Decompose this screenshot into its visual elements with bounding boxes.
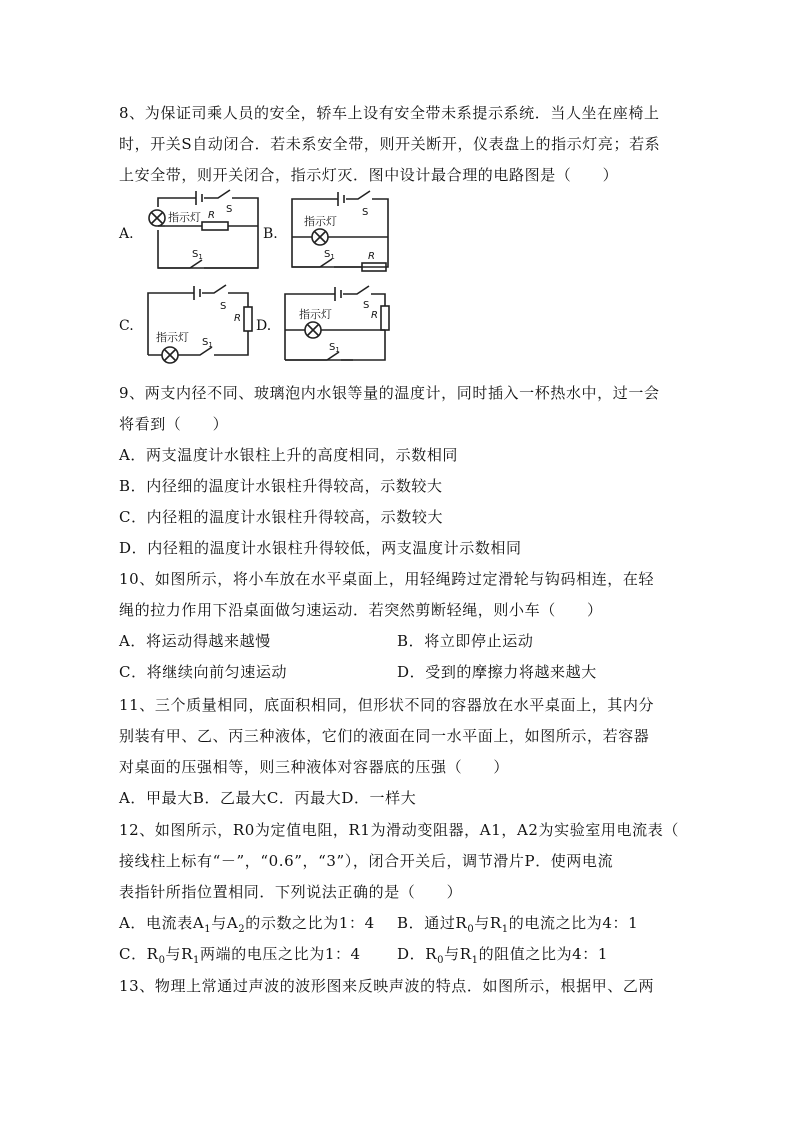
circuit-diagram-a: [140, 190, 265, 275]
circuit-diagram-c: [142, 283, 257, 373]
q8-option-c-label: C.: [119, 318, 134, 334]
q11-line-1: 11、三个质量相同，底面积相同，但形状不同的容器放在水平桌面上，其内分: [119, 696, 655, 714]
q10-option-c: C．将继续向前匀速运动: [119, 663, 288, 681]
resistor-r-label: R: [368, 251, 375, 262]
q8-line-2: 时，开关S自动闭合．若未系安全带，则开关断开，仪表盘上的指示灯亮；若系: [119, 135, 661, 153]
resistor-r-label: R: [234, 313, 241, 324]
q12-option-d: D．$R_0$与$R_1$的阻值之比为4：1: [397, 945, 609, 966]
svg-text:S1: [192, 249, 203, 261]
q8-line-3: 上安全带，则开关闭合，指示灯灭．图中设计最合理的电路图是（ ）: [119, 166, 619, 184]
q12-option-c: C．$R_0$与$R_1$两端的电压之比为1：4: [119, 945, 361, 966]
switch-s1-sub: 1: [208, 341, 213, 349]
q9-option-a: A．两支温度计水银柱上升的高度相同，示数相同: [119, 446, 459, 464]
svg-text:S1: [324, 249, 335, 261]
q9-option-b: B．内径细的温度计水银柱升得较高，示数较大: [119, 477, 443, 495]
switch-s-label: S: [220, 301, 227, 312]
switch-s1-sub: 1: [198, 253, 203, 261]
switch-s1-sub: 1: [335, 346, 340, 354]
q10-line-1: 10、如图所示，将小车放在水平桌面上，用轻绳跨过定滑轮与钩码相连，在轻: [119, 570, 655, 588]
q9-option-c: C．内径粗的温度计水银柱升得较高，示数较大: [119, 508, 444, 526]
switch-s1-label: S: [202, 337, 209, 348]
q13-line-1: 13、物理上常通过声波的波形图来反映声波的特点．如图所示，根据甲、乙两: [119, 977, 655, 995]
switch-s1-sub: 1: [330, 253, 335, 261]
q12-line-3: 表指针所指位置相同．下列说法正确的是（ ）: [119, 883, 463, 901]
resistor-r-label: R: [371, 310, 378, 321]
circuit-diagram-b: [290, 193, 390, 273]
q11-line-3: 对桌面的压强相等，则三种液体对容器底的压强（ ）: [119, 758, 510, 776]
q12-line-2: 接线柱上标有“－”，“0.6”，“3”），闭合开关后，调节滑片P．使两电流: [119, 852, 614, 870]
q9-option-d: D．内径粗的温度计水银柱升得较低，两支温度计示数相同: [119, 539, 522, 557]
lamp-label: 指示灯: [168, 211, 201, 224]
q10-option-a: A．将运动得越来越慢: [119, 632, 271, 650]
q10-option-d: D．受到的摩擦力将越来越大: [397, 663, 597, 681]
q8-option-a-label: A.: [119, 226, 134, 242]
svg-text:S1: [202, 337, 213, 349]
q11-options: A．甲最大B．乙最大C．丙最大D．一样大: [119, 789, 417, 807]
switch-s-label: S: [226, 204, 233, 215]
circuit-diagram-d: [283, 286, 393, 366]
switch-s-label: S: [362, 207, 369, 218]
q10-line-2: 绳的拉力作用下沿桌面做匀速运动．若突然剪断轻绳，则小车（ ）: [119, 601, 603, 619]
q9-line-1: 9、两支内径不同、玻璃泡内水银等量的温度计，同时插入一杯热水中，过一会: [119, 384, 660, 402]
svg-text:S1: [329, 342, 340, 354]
q12-line-1: 12、如图所示，R0为定值电阻，R1为滑动变阻器，A1，A2为实验室用电流表（: [119, 821, 679, 839]
switch-s1-label: S: [192, 249, 199, 260]
lamp-label: 指示灯: [299, 308, 332, 321]
q8-line-1: 8、为保证司乘人员的安全，轿车上设有安全带未系提示系统．当人坐在座椅上: [119, 104, 660, 122]
lamp-label: 指示灯: [156, 331, 189, 344]
q11-line-2: 别装有甲、乙、丙三种液体，它们的液面在同一水平面上，如图所示，若容器: [119, 727, 650, 745]
switch-s1-label: S: [324, 249, 331, 260]
q8-option-d-label: D.: [256, 318, 272, 334]
switch-s-label: S: [363, 300, 370, 311]
q12-option-b: B．通过$R_0$与$R_1$的电流之比为4：1: [397, 914, 639, 935]
q12-option-a: A．电流表$A_1$与$A_2$的示数之比为1：4: [119, 914, 375, 935]
q9-line-2: 将看到（ ）: [119, 415, 229, 433]
resistor-r-label: R: [208, 210, 215, 221]
lamp-label: 指示灯: [304, 215, 337, 228]
q10-option-b: B．将立即停止运动: [397, 632, 534, 650]
switch-s1-label: S: [329, 342, 336, 353]
q8-option-b-label: B.: [263, 226, 278, 242]
